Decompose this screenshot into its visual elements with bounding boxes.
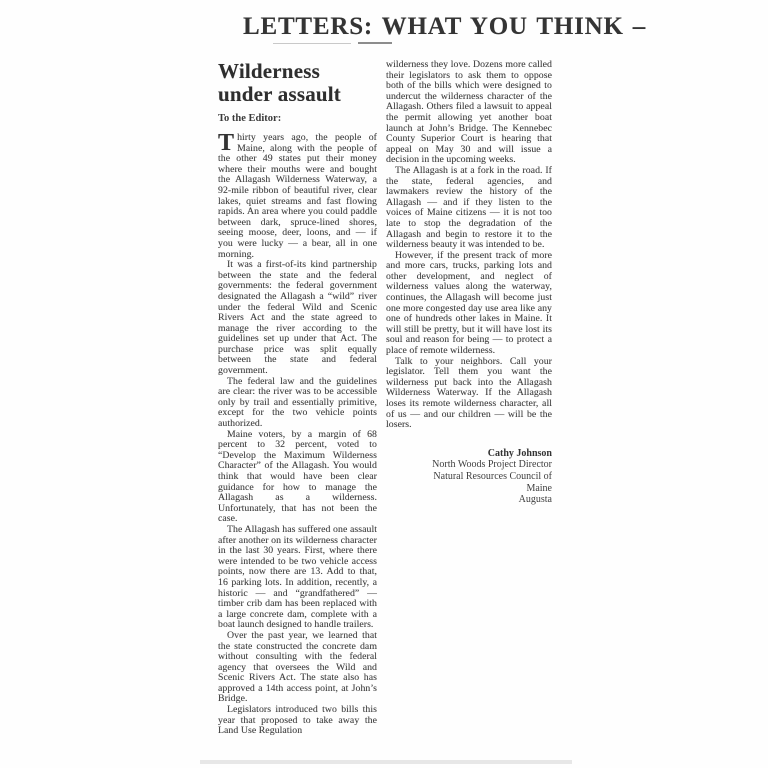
signature-line: Augusta <box>518 494 552 506</box>
paragraph: The federal law and the guidelines are clear: the river was to be accessible only by trail and essentially primitive, except for the two vehicle points authorized. <box>218 375 377 430</box>
signature-line: North Woods Project Director <box>432 459 552 471</box>
left-column <box>218 60 377 737</box>
paragraph: wilderness they love. Dozens more called their legislators to ask them to oppose both of the bills which were designed to undercut the wilderness character of the Allagash. Others filed a lawsuit to appeal the permit allowing yet another boat launch at John’s Bridge. The Kennebec County Superior Court is hearing that appeal on May 30 and will issue a decision in the upcoming weeks. <box>386 59 552 166</box>
paragraph: Maine voters, by a margin of 68 percent to 32 percent, voted to “Develop the Maximum Wilderness Character” of the Allagash. You would think that would have been clear guidance for how to manage the Allagash as a wilderness. Unfortunately, that has not been the case. <box>218 428 377 525</box>
paragraph <box>218 130 377 260</box>
paragraph: Talk to your neighbors. Call your legislator. Tell them you want the wilderness put back into the Allagash Wilderness Waterway. If the Allagash loses its remote wilderness character, all of us — and our children — will be the losers. <box>386 355 552 431</box>
right-column <box>386 60 552 737</box>
drop-cap: T <box>218 130 235 156</box>
signature-name: Cathy Johnson <box>487 447 552 459</box>
paragraph-text: hirty years ago, the people of Maine, along with the people of the other 49 states put their money where their mouths were and bought the Allagash Wilderness Waterway, a 92-mile ribbon of beautiful river, clear lakes, quiet streams and fast flowing rapids. An area where you could paddle between dark, spruce-lined shores, seeing moose, deer, loons, and — if you were lucky — a bear, all in one morning. <box>218 132 377 260</box>
signature-block <box>386 448 552 506</box>
paragraph: The Allagash has suffered one assault after another on its wilderness character in the last 30 years. First, where there were intended to be two vehicle access points, now there are 13. Add to that, 16 parking lots. In addition, recently, a historic — and “grandfathered” — timber crib dam has been replaced with a large concrete dam, complete with a boat launch designed to handle trailers. <box>218 523 377 631</box>
paragraph: However, if the present track of more and more cars, trucks, parking lots and other development, and neglect of wilderness values along the waterway, continues, the Allagash will become just one more congested day use area like any one of hundreds other lakes in Maine. It will still be pretty, but it will have lost its soul and reason for being — to protect a place of remote wilderness. <box>386 249 552 357</box>
signature-line: Maine <box>526 482 552 494</box>
header-underline-fragment <box>358 42 392 44</box>
letter-body <box>218 60 552 737</box>
signature-line: Natural Resources Council of <box>433 470 552 482</box>
section-header: LETTERS: WHAT YOU THINK – <box>243 13 647 40</box>
paragraph: The Allagash is at a fork in the road. If the state, federal agencies, and lawmakers review the history of the Allagash — and if they listen to the voices of Maine citizens — it is not too late to stop the degradation of the Allagash and begin to restore it to the wilderness beauty it was intended to be. <box>386 164 552 251</box>
paragraph: Legislators introduced two bills this year that proposed to take away the Land Use Regulation <box>218 704 377 737</box>
header-underline-fragment <box>273 43 351 44</box>
paragraph: Over the past year, we learned that the state constructed the concrete dam without consulting with the federal agency that oversees the Wild and Scenic Rivers Act. The state also has approved a 14th access point, at John’s Bridge. <box>218 629 377 705</box>
paragraph: It was a first-of-its kind partnership between the state and the federal governments: the federal government designated the Allagash a “wild” river under the federal Wild and Scenic Rivers Act and the state agreed to manage the river according to the guidelines set up under that Act. The purchase price was split equally between the state and federal government. <box>218 259 377 377</box>
clipping-cut-edge <box>200 760 572 764</box>
salutation: To the Editor: <box>218 113 282 124</box>
letter-title: Wilderness under assault <box>218 59 342 106</box>
